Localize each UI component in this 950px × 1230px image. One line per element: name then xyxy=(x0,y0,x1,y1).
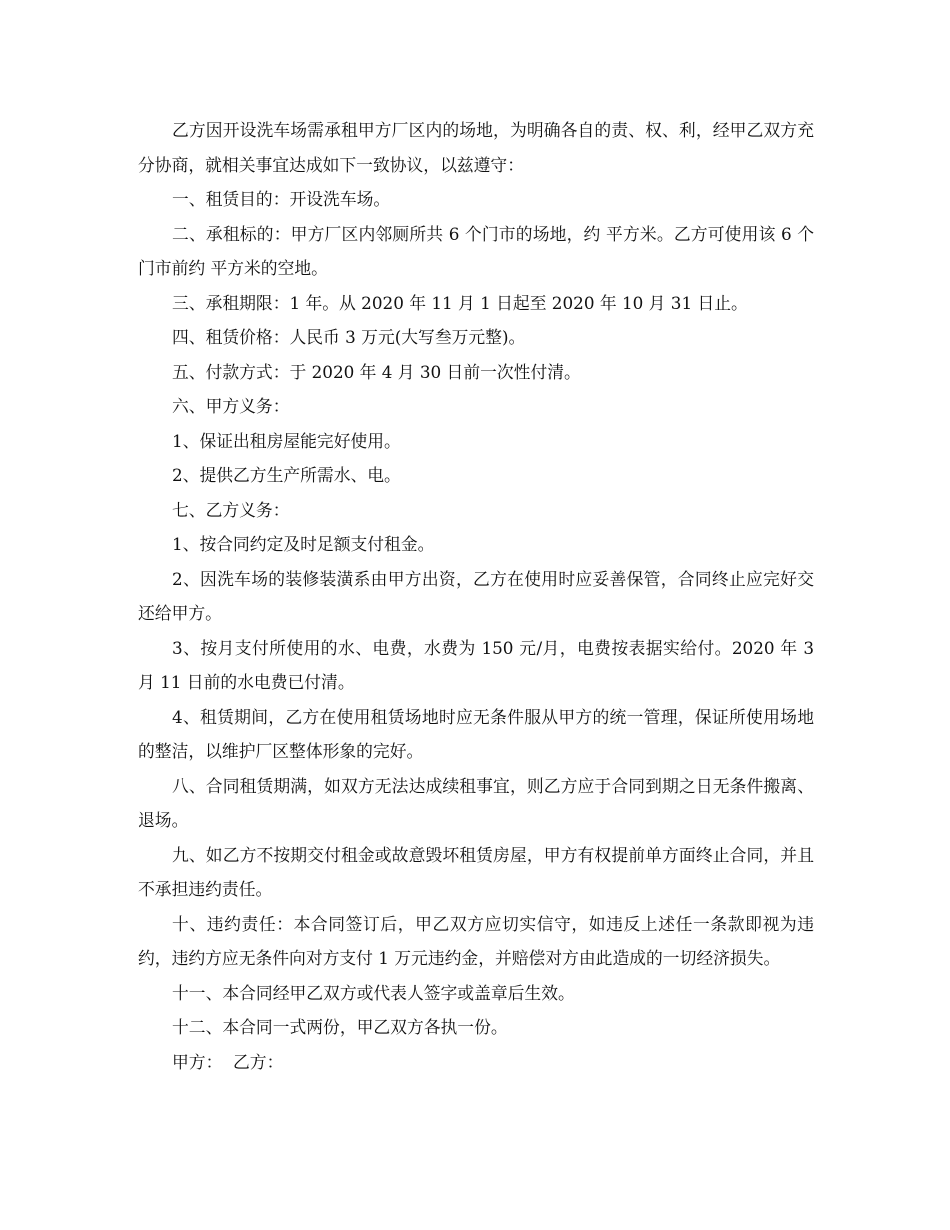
clause-lease-expiry: 八、合同租赁期满，如双方无法达成续租事宜，则乙方应于合同到期之日无条件搬离、退场。 xyxy=(138,775,814,830)
clause-lease-purpose: 一、租赁目的：开设洗车场。 xyxy=(172,189,391,209)
party-b-obligation-item: 4、租赁期间，乙方在使用租赁场地时应无条件服从甲方的统一管理，保证所使用场地的整洁，以维护厂区整体形象的完好。 xyxy=(138,706,814,761)
clause-party-b-obligations: 七、乙方义务： xyxy=(172,499,290,520)
contract-body xyxy=(138,113,814,1079)
party-b-obligation-item: 2、因洗车场的装修装潢系由甲方出资，乙方在使用时应妥善保管，合同终止应完好交还给甲方。 xyxy=(138,568,814,623)
clause-party-a-obligations: 六、甲方义务： xyxy=(172,396,290,416)
signature-line: 甲方： 乙方： xyxy=(172,1051,284,1072)
party-b-obligation-item: 1、按合同约定及时足额支付租金。 xyxy=(172,534,435,554)
clause-termination: 九、如乙方不按期交付租金或故意毁坏租赁房屋，甲方有权提前单方面终止合同，并且不承担违约责任。 xyxy=(138,844,814,899)
clause-breach-liability: 十、违约责任：本合同签订后，甲乙双方应切实信守，如违反上述任一条款即视为违约，违约方应无条件向对方支付 1 万元违约金，并赔偿对方由此造成的一切经济损失。 xyxy=(138,913,814,968)
party-a-obligation-item: 2、提供乙方生产所需水、电。 xyxy=(172,465,401,485)
clause-copies: 十二、本合同一式两份，甲乙双方各执一份。 xyxy=(172,1017,508,1037)
clause-lease-object: 二、承租标的：甲方厂区内邻厕所共 6 个门市的场地，约 平方米。乙方可使用该 6 个门市前约 平方米的空地。 xyxy=(138,223,814,278)
clause-lease-price: 四、租赁价格：人民币 3 万元(大写叁万元整)。 xyxy=(172,327,526,347)
intro-paragraph: 乙方因开设洗车场需承租甲方厂区内的场地，为明确各自的责、权、利，经甲乙双方充分协商，就相关事宜达成如下一致协议，以兹遵守： xyxy=(138,120,814,175)
clause-payment-method: 五、付款方式：于 2020 年 4 月 30 日前一次性付清。 xyxy=(172,361,581,382)
party-a-obligation-item: 1、保证出租房屋能完好使用。 xyxy=(172,430,401,451)
clause-effectiveness: 十一、本合同经甲乙双方或代表人签字或盖章后生效。 xyxy=(172,982,575,1003)
party-b-obligation-item: 3、按月支付所使用的水、电费，水费为 150 元/月，电费按表据实给付。2020 年 3 月 11 日前的水电费已付清。 xyxy=(138,637,814,692)
clause-lease-term: 三、承租期限：1 年。从 2020 年 11 月 1 日起至 2020 年 10 月 31 日止。 xyxy=(172,292,748,313)
